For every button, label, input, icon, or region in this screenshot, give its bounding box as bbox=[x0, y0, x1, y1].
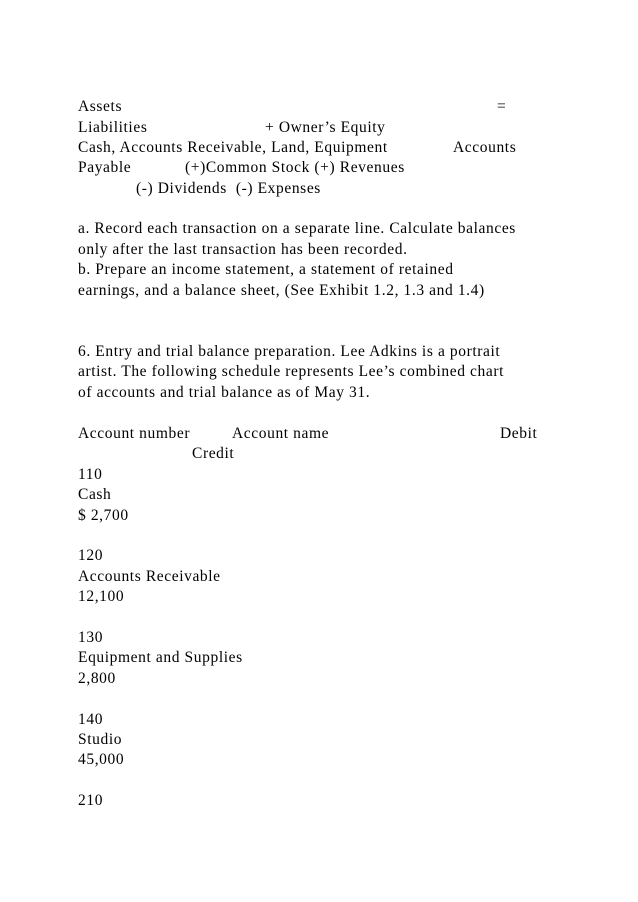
equation-equity-minus: (-) Dividends (-) Expenses bbox=[136, 180, 321, 197]
equation-accounts-payable-2: Payable bbox=[78, 159, 132, 176]
problem-line2: artist. The following schedule represents Lee’s combined chart bbox=[78, 363, 505, 380]
problem-line1: 6. Entry and trial balance preparation. Lee Adkins is a portrait bbox=[78, 343, 501, 360]
equation-owners-equity: + Owner’s Equity bbox=[265, 119, 386, 136]
equation-equals: = bbox=[497, 98, 507, 115]
table-row-number: 130 bbox=[78, 629, 104, 646]
table-row-amount: 12,100 bbox=[78, 588, 125, 605]
problem-line3: of accounts and trial balance as of May 31. bbox=[78, 384, 371, 401]
table-row-name: Equipment and Supplies bbox=[78, 649, 243, 666]
table-row-amount: $ 2,700 bbox=[78, 507, 129, 524]
equation-equity-plus: (+)Common Stock (+) Revenues bbox=[185, 159, 405, 176]
instruction-a-line1: a. Record each transaction on a separate line. Calculate balances bbox=[78, 220, 516, 237]
equation-accounts-payable-1: Accounts bbox=[453, 139, 517, 156]
table-row-name: Cash bbox=[78, 486, 112, 503]
instruction-b-line1: b. Prepare an income statement, a statement of retained bbox=[78, 261, 454, 278]
instruction-b-line2: earnings, and a balance sheet, (See Exhibit 1.2, 1.3 and 1.4) bbox=[78, 282, 485, 299]
table-header-name: Account name bbox=[232, 425, 330, 442]
table-row-name: Accounts Receivable bbox=[78, 568, 221, 585]
equation-assets: Assets bbox=[78, 98, 123, 115]
table-row-number: 110 bbox=[78, 466, 103, 483]
table-row-amount: 2,800 bbox=[78, 670, 116, 687]
table-header-debit: Debit bbox=[500, 425, 538, 442]
table-row-amount: 45,000 bbox=[78, 751, 125, 768]
equation-liabilities: Liabilities bbox=[78, 119, 148, 136]
table-row-number: 210 bbox=[78, 792, 104, 809]
table-row-number: 140 bbox=[78, 711, 104, 728]
table-row-number: 120 bbox=[78, 547, 104, 564]
table-row-name: Studio bbox=[78, 731, 123, 748]
table-header-number: Account number bbox=[78, 425, 191, 442]
table-header-credit: Credit bbox=[192, 445, 235, 462]
equation-asset-accounts: Cash, Accounts Receivable, Land, Equipment bbox=[78, 139, 388, 156]
instruction-a-line2: only after the last transaction has been recorded. bbox=[78, 241, 408, 258]
